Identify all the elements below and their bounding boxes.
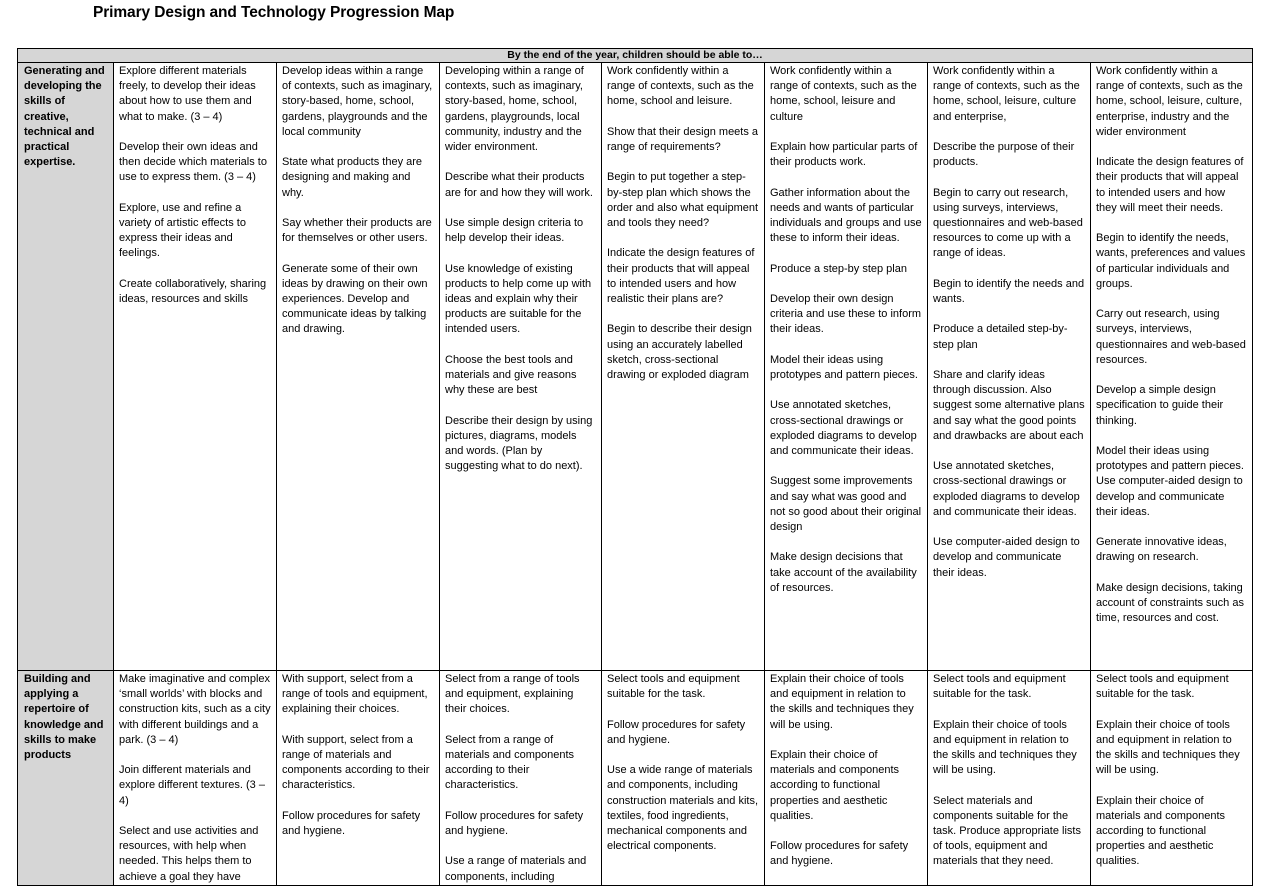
cell-statement: Use a wide range of materials and components, including construction materials and kits, textiles, food ingredients, mechanical components and electrical components. [607,764,759,853]
cell-statement: Create collaboratively, sharing ideas, resources and skills [119,277,267,305]
cell-statement: Explore, use and refine a variety of artistic effects to express their ideas and feelings. [119,201,246,260]
cell-statement: Show that their design meets a range of requirements? [607,125,759,153]
cell-statement: Describe what their products are for and how they will work. [445,171,593,199]
table-row [18,63,1253,671]
cell-statement: Select and use activities and resources, with help when needed. This helps them to achieve a goal they have [119,825,259,883]
cell-statement: Share and clarify ideas through discussion. Also suggest some alternative plans and say what the good points and drawbacks are about each [933,368,1085,442]
cell-statement: Use annotated sketches, cross-sectional drawings or exploded diagrams to develop and communicate their ideas. [770,399,917,457]
cell-statement: Make imaginative and complex ‘small worlds’ with blocks and construction kits, such as a city with different buildings and a park. (3 – 4) [119,673,271,746]
cell-statement: Select from a range of materials and components according to their characteristics. [445,733,575,792]
cell-statement: Explain their choice of materials and components according to functional properties and aesthetic qualities. [1096,794,1226,868]
cell-statement: Follow procedures for safety and hygiene. [607,718,746,746]
progression-table [17,48,1253,886]
cell-statement: Make design decisions that take account of the availability of resources. [770,551,917,594]
progression-cell [765,671,928,886]
cell-statement: Explain their choice of tools and equipment in relation to the skills and techniques they will be using. [1096,718,1240,777]
progression-cell [440,671,602,886]
cell-statement: Indicate the design features of their products that will appeal to intended users and how they will meet their needs. [1096,156,1244,214]
row-heading: Generating and developing the skills of creative, technical and practical expertise. [18,63,114,671]
cell-statement: Begin to identify the needs, wants, preferences and values of particular individuals and groups. [1096,232,1246,290]
cell-statement: Generate innovative ideas, drawing on research. [1096,536,1227,564]
cell-statement: Work confidently within a range of contexts, such as the home, school, leisure and culture [770,65,917,123]
cell-statement: With support, select from a range of tools and equipment, explaining their choices. [282,673,428,716]
progression-cell [1091,63,1253,671]
cell-statement: Develop a simple design specification to guide their thinking. [1096,384,1224,427]
cell-statement: Carry out research, using surveys, interviews, questionnaires and web-based resources. [1096,308,1246,366]
page-title: Primary Design and Technology Progression Map [93,4,455,21]
progression-cell [928,63,1091,671]
cell-statement: Select materials and components suitable for the task. Produce appropriate lists of tools, equipment and materials that they need. [933,794,1081,868]
cell-statement: Begin to describe their design using an accurately labelled sketch, cross-sectional drawing or exploded diagram [607,323,752,381]
cell-statement: Explore different materials freely, to develop their ideas about how to use them and what to make. (3 – 4) [119,65,256,123]
cell-statement: Develop their own ideas and then decide which materials to use to express them. (3 – 4) [119,141,267,184]
cell-statement: Select tools and equipment suitable for the task. [933,673,1066,701]
cell-statement: Use knowledge of existing products to help come up with ideas and explain why their products are suitable for the intended users. [445,262,592,336]
progression-cell [114,671,277,886]
cell-statement: Begin to put together a step-by-step plan which shows the order and also what equipment and tools they need? [607,171,759,229]
progression-cell [1091,671,1253,886]
cell-statement: Explain their choice of tools and equipment in relation to the skills and techniques they will be using. [933,718,1077,777]
row-heading: Building and applying a repertoire of knowledge and skills to make products [18,671,114,886]
cell-statement: Gather information about the needs and wants of particular individuals and groups and use these to inform their ideas. [770,186,922,245]
cell-statement: Say whether their products are for themselves or other users. [282,217,432,245]
cell-statement: Select tools and equipment suitable for the task. [607,673,740,701]
cell-statement: Work confidently within a range of contexts, such as the home, school, leisure, culture and enterprise, [933,65,1080,123]
cell-statement: Work confidently within a range of contexts, such as the home, school, leisure, culture, enterprise, industry and the wider environment [1096,65,1243,138]
cell-statement: Produce a detailed step-by-step plan [933,323,1068,351]
progression-cell [277,63,440,671]
cell-statement: Model their ideas using prototypes and pattern pieces. [1096,445,1244,473]
cell-statement: Describe the purpose of their products. [933,141,1075,169]
cell-statement: Indicate the design features of their products that will appeal to intended users and how realistic their plans are? [607,247,755,305]
progression-cell [765,63,928,671]
cell-statement: Use computer-aided design to develop and communicate their ideas. [1096,475,1243,518]
cell-statement: Follow procedures for safety and hygiene. [770,840,909,868]
cell-statement: Suggest some improvements and say what was good and not so good about their original design [770,475,922,533]
progression-cell [114,63,277,671]
cell-statement: Choose the best tools and materials and give reasons why these are best [445,353,577,397]
progression-cell [277,671,440,886]
cell-statement: Model their ideas using prototypes and pattern pieces. [770,353,918,381]
cell-statement: Follow procedures for safety and hygiene. [445,809,584,837]
cell-statement: Use a range of materials and components, including [445,855,587,883]
cell-statement: Begin to carry out research, using surveys, interviews, questionnaires and web-based resources to come up with a range of ideas. [933,186,1083,260]
cell-statement: Developing within a range of contexts, such as imaginary, story-based, home, school, gardens, playgrounds, local community, industry and the wider environment. [445,65,584,154]
cell-statement: Develop ideas within a range of contexts, such as imaginary, story-based, home, school, gardens, playgrounds and the local community [282,65,433,138]
cell-statement: Produce a step-by step plan [770,262,907,275]
cell-statement: State what products they are designing and making and why. [282,156,423,199]
cell-statement: Join different materials and explore different textures. (3 – 4) [119,764,265,807]
cell-statement: Work confidently within a range of contexts, such as the home, school and leisure. [607,65,754,108]
cell-statement: With support, select from a range of materials and components according to their characteristics. [282,733,430,792]
cell-statement: Describe their design by using pictures, diagrams, models and words. (Plan by suggesting what to do next). [445,414,593,473]
cell-statement: Develop their own design criteria and use these to inform their ideas. [770,292,922,336]
cell-statement: Select tools and equipment suitable for the task. [1096,673,1229,701]
cell-statement: Make design decisions, taking account of constraints such as time, resources and cost. [1096,581,1244,625]
cell-statement: Begin to identify the needs and wants. [933,277,1085,305]
cell-statement: Explain their choice of tools and equipment in relation to the skills and techniques they will be using. [770,673,914,731]
cell-statement: Follow procedures for safety and hygiene. [282,809,421,837]
table-header: By the end of the year, children should be able to… [18,49,1253,63]
progression-cell [440,63,602,671]
cell-statement: Select from a range of tools and equipment, explaining their choices. [445,673,580,716]
cell-statement: Generate some of their own ideas by drawing on their own experiences. Develop and communicate ideas by talking and drawing. [282,262,428,336]
cell-statement: Use computer-aided design to develop and communicate their ideas. [933,536,1080,579]
cell-statement: Use simple design criteria to help develop their ideas. [445,217,584,245]
cell-statement: Use annotated sketches, cross-sectional drawings or exploded diagrams to develop and communicate their ideas. [933,460,1080,518]
progression-cell [928,671,1091,886]
cell-statement: Explain how particular parts of their products work. [770,141,918,169]
progression-cell [602,671,765,886]
cell-statement: Explain their choice of materials and components according to functional properties and aesthetic qualities. [770,749,900,822]
table-row [18,671,1253,886]
progression-cell [602,63,765,671]
